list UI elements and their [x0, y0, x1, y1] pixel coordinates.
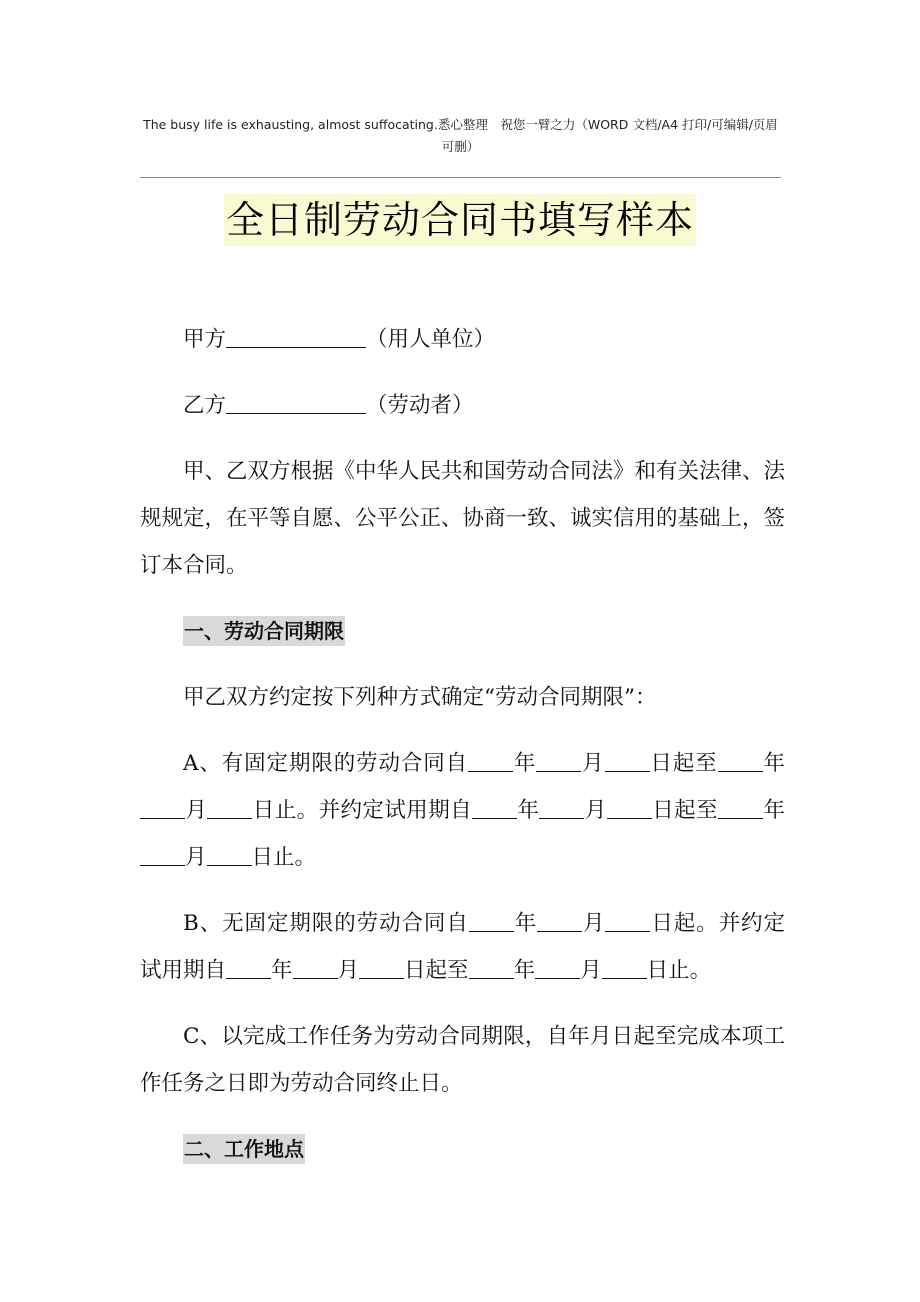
year-label: 年	[271, 958, 293, 983]
party-a-label: 甲方	[183, 327, 227, 352]
party-b-blank	[226, 392, 366, 415]
year-label: 年	[763, 798, 785, 823]
party-b-line	[140, 382, 785, 429]
day-label: 日起至	[404, 958, 469, 983]
blank	[207, 844, 252, 867]
year-label: 年	[517, 798, 540, 823]
blank	[293, 957, 338, 980]
month-label: 月	[581, 751, 605, 776]
day-label: 日止。	[251, 845, 317, 870]
month-label: 月	[582, 911, 606, 936]
option-a-paragraph	[140, 740, 785, 881]
blank	[226, 957, 271, 980]
party-a-note: （用人单位）	[366, 327, 496, 352]
blank	[607, 797, 652, 820]
party-b-note: （劳动者）	[366, 393, 474, 418]
blank	[602, 957, 647, 980]
blank	[718, 750, 763, 773]
document-title: 全日制劳动合同书填写样本	[224, 194, 696, 246]
section-1-lead: 甲乙双方约定按下列种方式确定“劳动合同期限”：	[183, 685, 657, 710]
day-label: 日起至	[651, 798, 719, 823]
blank	[605, 750, 650, 773]
page-header	[140, 114, 781, 158]
month-label: 月	[185, 798, 208, 823]
blank	[468, 750, 513, 773]
month-label: 月	[337, 958, 360, 983]
blank	[140, 844, 185, 867]
blank	[718, 797, 763, 820]
option-a-text: A、有固定期限的劳动合同自	[183, 751, 468, 776]
option-c-paragraph: C、以完成工作任务为劳动合同期限，自年月日起至完成本项工作任务之日即为劳动合同终止日。	[140, 1024, 785, 1096]
title-container	[0, 194, 920, 246]
header-divider	[140, 177, 781, 178]
party-a-line	[140, 316, 785, 363]
blank	[472, 797, 517, 820]
intro-paragraph: 甲、乙双方根据《中华人民共和国劳动合同法》和有关法律、法规规定，在平等自愿、公平公正、协商一致、诚实信用的基础上，签订本合同。	[140, 459, 786, 578]
document-body	[140, 316, 785, 1192]
blank	[359, 957, 404, 980]
section-2-heading-text: 二、工作地点	[183, 1134, 305, 1164]
day-label: 日止。	[646, 958, 712, 983]
blank	[535, 957, 580, 980]
year-label: 年	[513, 958, 536, 983]
blank	[539, 797, 584, 820]
option-b-paragraph	[140, 900, 785, 994]
section-1-heading	[140, 608, 785, 655]
month-label: 月	[580, 958, 602, 983]
blank	[469, 957, 514, 980]
day-label: 日起至	[649, 751, 718, 776]
header-text: The busy life is exhausting, almost suffocating.悉心整理 祝您一臂之力（WORD 文档/A4 打印/可编辑/页眉可删）	[143, 117, 778, 154]
party-b-label: 乙方	[183, 393, 227, 418]
year-label: 年	[513, 911, 538, 936]
section-2-heading	[140, 1126, 785, 1173]
blank	[140, 797, 185, 820]
option-b-text: B、无固定期限的劳动合同自	[183, 911, 469, 936]
party-a-blank	[226, 326, 366, 349]
month-label: 月	[185, 845, 207, 870]
year-label: 年	[513, 751, 537, 776]
blank	[536, 750, 581, 773]
blank	[469, 910, 514, 933]
blank	[207, 797, 252, 820]
year-label: 年	[762, 751, 785, 776]
day-label: 日止。并约定试用期自	[252, 798, 473, 823]
month-label: 月	[584, 798, 607, 823]
section-1-heading-text: 一、劳动合同期限	[183, 616, 345, 646]
blank	[537, 910, 582, 933]
day-label: 日起。并约定试用期自	[140, 911, 785, 983]
blank	[605, 910, 650, 933]
